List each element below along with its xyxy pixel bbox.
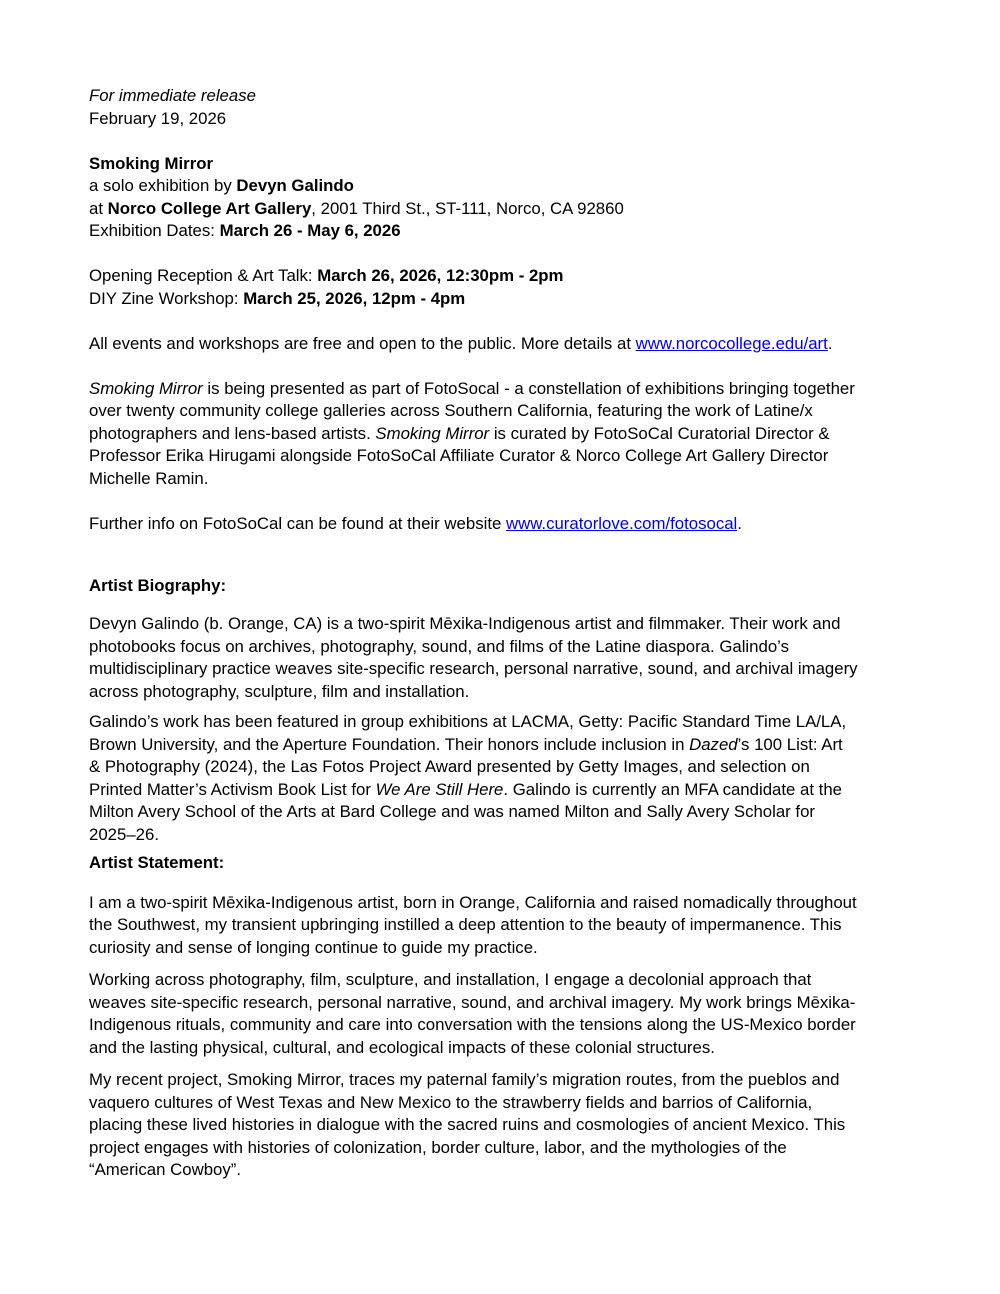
text-segment: DIY Zine Workshop: [89,288,244,308]
text-line [89,852,929,875]
text-segment: is curated by FotoSoCal Curatorial Director & [489,423,830,443]
text-line [89,513,929,536]
text-line [89,468,929,491]
text-segment: curiosity and sense of longing continue to guide my practice. [89,937,538,957]
text-segment: . [827,333,833,353]
text-line [89,613,929,636]
text-segment: photobooks focus on archives, photography, sound, and films of the Latine diaspora. Galindo’s [89,636,789,656]
text-segment: a solo exhibition by [89,176,237,195]
norcocollege-link[interactable]: www.norcocollege.edu/art [635,333,828,353]
text-segment: Michelle Ramin. [89,468,209,488]
text-segment: at [89,198,108,218]
text-segment: Galindo’s work has been featured in group exhibitions at LACMA, Getty: Pacific Standard Time LA/LA, [89,712,847,731]
text-segment: project engages with histories of colonization, border culture, labor, and the mythologies of the [89,1137,787,1157]
text-line [89,658,929,681]
artist-biography-heading [89,575,929,598]
text-line [89,175,929,198]
text-line [89,400,929,423]
text-segment: Smoking Mirror [89,378,203,398]
statement-paragraph-3 [89,1069,929,1182]
text-line [89,220,929,243]
text-segment: Further info on FotoSoCal can be found at their website [89,514,506,533]
text-line [89,892,929,915]
text-segment: is being presented as part of FotoSocal - a constellation of exhibitions bringing together [202,378,855,398]
text-segment: Brown University, and the Aperture Foundation. Their honors include inclusion in [89,734,690,754]
text-segment: Printed Matter’s Activism Book List for [89,779,376,799]
text-segment: 2025–26. [89,824,159,844]
document-content [89,85,929,1182]
statement-paragraph-1 [89,892,929,960]
further-info [89,513,929,536]
text-line [89,108,929,131]
text-line [89,265,929,288]
bio-paragraph-2 [89,711,929,846]
text-line [89,198,929,221]
text-segment: March 26 - May 6, 2026 [219,221,401,240]
text-segment: Opening Reception & Art Talk: [89,266,318,285]
text-line [89,969,929,992]
text-line [89,1014,929,1037]
text-segment: & Photography (2024), the Las Fotos Project Award presented by Getty Images, and selection on [89,757,810,776]
text-segment: Artist Statement: [89,853,225,872]
event-schedule [89,265,929,310]
text-segment: multidisciplinary practice weaves site-specific research, personal narrative, sound, and archival imagery [89,659,858,678]
text-line [89,711,929,734]
text-line [89,153,929,176]
text-line [89,1137,929,1160]
text-line [89,1092,929,1115]
text-segment: Dazed [689,734,738,754]
text-line [89,1159,929,1182]
exhibition-header [89,153,929,243]
text-segment: across photography, sculpture, film and installation. [89,681,470,701]
text-line [89,756,929,779]
text-segment: photographers and lens-based artists. [89,423,376,443]
text-line [89,681,929,704]
text-segment: over twenty community college galleries across Southern California, featuring the work of Latine/x [89,401,813,420]
text-segment: Indigenous rituals, community and care into conversation with the tensions along the US-Mexico border [89,1015,856,1034]
text-segment: Smoking Mirror [375,423,490,443]
bio-paragraph-1 [89,613,929,703]
text-segment: Artist Biography: [89,575,227,595]
text-segment: Devyn Galindo [236,176,354,195]
text-segment: placing these lived histories in dialogue with the sacred ruins and cosmologies of ancient Mexico. This [89,1115,846,1134]
text-line [89,992,929,1015]
text-segment: Working across photography, film, sculpture, and installation, I engage a decolonial approach that [89,970,812,989]
text-segment: “American Cowboy”. [89,1160,242,1179]
release-notice [89,85,929,130]
text-line [89,85,929,108]
text-line [89,423,929,446]
text-segment: vaquero cultures of West Texas and New Mexico to the strawberry fields and barrios of California, [89,1092,813,1112]
text-segment: March 26, 2026, 12:30pm - 2pm [317,266,564,285]
text-segment: Devyn Galindo (b. Orange, CA) is a two-spirit Mēxika-Indigenous artist and filmmaker. Their work and [89,614,841,633]
text-segment: and the lasting physical, cultural, and ecological impacts of these colonial structures. [89,1037,715,1057]
text-segment: Milton Avery School of the Arts at Bard College and was named Milton and Sally Avery Scholar for [89,802,816,821]
text-segment: Smoking Mirror [89,153,214,173]
text-segment: Exhibition Dates: [89,221,220,240]
text-segment: ’s 100 List: Art [737,734,843,754]
text-segment: My recent project, Smoking Mirror, traces my paternal family’s migration routes, from the pueblos and [89,1070,840,1089]
text-line [89,445,929,468]
text-line [89,636,929,659]
text-line [89,333,929,356]
text-line [89,937,929,960]
text-line [89,1114,929,1137]
text-line [89,824,929,847]
text-line [89,1069,929,1092]
text-segment: March 25, 2026, 12pm - 4pm [243,288,466,308]
text-line [89,801,929,824]
text-line [89,288,929,311]
text-line [89,1037,929,1060]
text-segment: We Are Still Here [375,779,504,799]
text-segment: Norco College Art Gallery [107,198,312,218]
text-segment: weaves site-specific research, personal narrative, sound, and archival imagery. My work brings Mēxika- [89,992,856,1012]
text-segment: . [737,514,742,533]
text-segment: For immediate release [89,86,256,105]
text-line [89,378,929,401]
artist-statement-heading [89,852,929,875]
fotosocal-paragraph [89,378,929,491]
text-segment: . Galindo is currently an MFA candidate at the [503,779,842,799]
text-line [89,734,929,757]
text-segment: I am a two-spirit Mēxika-Indigenous artist, born in Orange, California and raised nomadically throughout [89,892,857,912]
text-line [89,575,929,598]
public-info [89,333,929,356]
text-segment: the Southwest, my transient upbringing instilled a deep attention to the beauty of impermanence. This [89,915,842,934]
text-segment: , 2001 Third St., ST-111, Norco, CA 92860 [311,198,624,218]
text-line [89,914,929,937]
text-line [89,779,929,802]
text-segment: February 19, 2026 [89,108,227,128]
text-segment: Professor Erika Hirugami alongside FotoSoCal Affiliate Curator & Norco College Art Gallery Director [89,446,829,465]
statement-paragraph-2 [89,969,929,1059]
text-segment: All events and workshops are free and open to the public. More details at [89,333,636,353]
curatorlove-link[interactable]: www.curatorlove.com/fotosocal [505,514,738,533]
